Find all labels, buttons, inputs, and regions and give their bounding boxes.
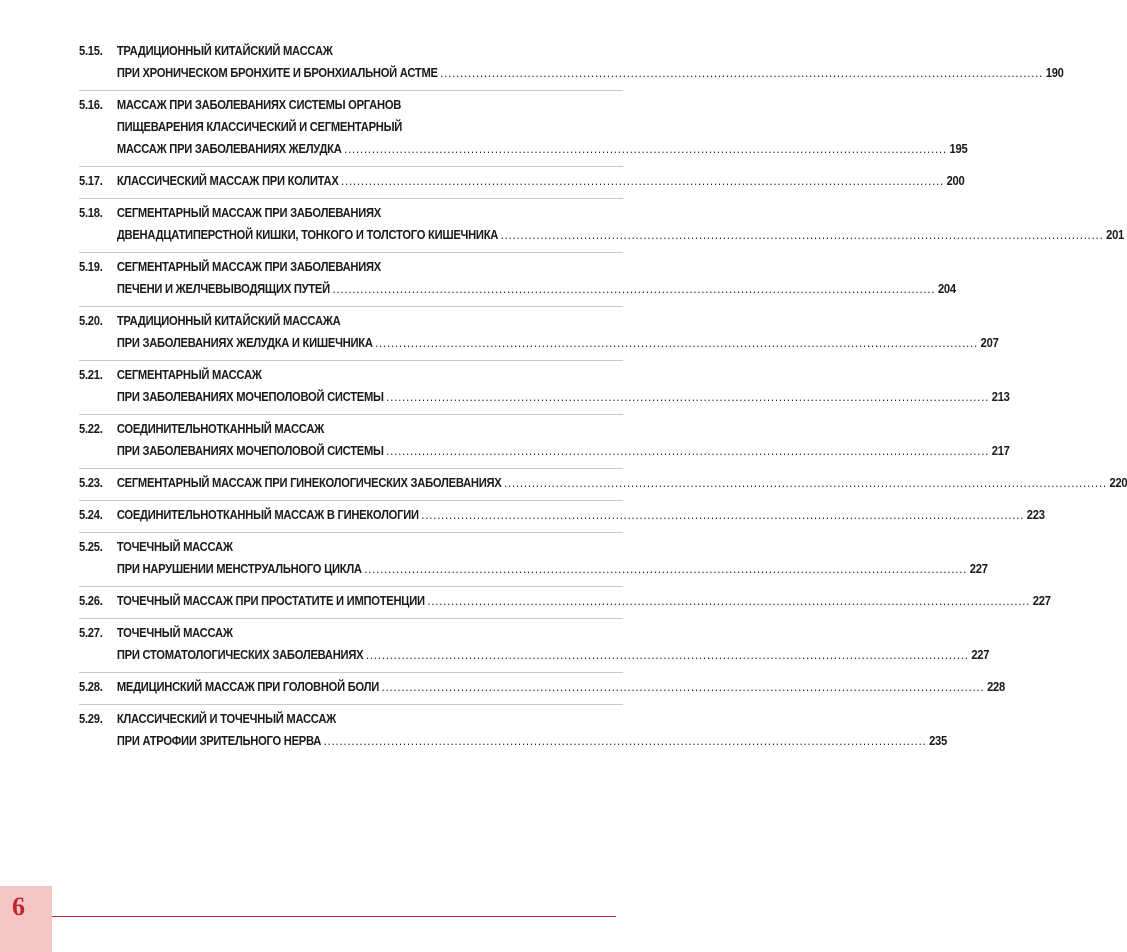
toc-entry[interactable] bbox=[79, 198, 1125, 252]
toc-entry[interactable] bbox=[79, 36, 1064, 90]
toc-entry-line bbox=[79, 278, 956, 300]
toc-entry-number: 5.24. bbox=[79, 507, 103, 522]
toc-entry-page: 190 bbox=[1045, 65, 1064, 80]
toc-entry-line bbox=[79, 644, 990, 666]
dot-leader bbox=[324, 730, 927, 752]
dot-leader bbox=[364, 558, 967, 580]
toc-entry-title: МАССАЖ ПРИ ЗАБОЛЕВАНИЯХ СИСТЕМЫ ОРГАНОВ bbox=[116, 97, 402, 112]
toc-entry-title: ПИЩЕВАРЕНИЯ КЛАССИЧЕСКИЙ И СЕГМЕНТАРНЫЙ bbox=[116, 119, 403, 134]
dot-leader bbox=[440, 62, 1043, 84]
toc-entry-page: 201 bbox=[1106, 227, 1125, 242]
dot-leader bbox=[421, 504, 1024, 526]
dot-leader bbox=[375, 332, 978, 354]
toc-entry-title: ПЕЧЕНИ И ЖЕЛЧЕВЫВОДЯЩИХ ПУТЕЙ bbox=[116, 281, 330, 296]
toc-entry-line bbox=[79, 730, 947, 752]
toc-entry-line bbox=[79, 472, 1127, 494]
toc-entry-number: 5.22. bbox=[79, 421, 103, 436]
toc-entry-title: СЕГМЕНТАРНЫЙ МАССАЖ ПРИ ГИНЕКОЛОГИЧЕСКИХ ЗАБОЛЕВАНИЯХ bbox=[116, 475, 502, 490]
toc-entry-number: 5.21. bbox=[79, 367, 103, 382]
toc-entry-title: КЛАССИЧЕСКИЙ И ТОЧЕЧНЫЙ МАССАЖ bbox=[116, 711, 337, 726]
toc-entry-line bbox=[79, 440, 1010, 462]
dot-leader bbox=[366, 644, 969, 666]
toc-entry-number: 5.28. bbox=[79, 679, 103, 694]
toc-entry-page: 195 bbox=[949, 141, 968, 156]
toc-entry-line bbox=[79, 622, 622, 644]
toc-entry-line bbox=[79, 170, 965, 192]
toc-entry[interactable] bbox=[79, 468, 1127, 500]
toc-entry-number: 5.15. bbox=[79, 43, 103, 58]
dot-leader bbox=[344, 138, 947, 160]
footer-rule bbox=[52, 916, 616, 917]
toc-entry-title: ПРИ СТОМАТОЛОГИЧЕСКИХ ЗАБОЛЕВАНИЯХ bbox=[116, 647, 364, 662]
toc-entry[interactable] bbox=[79, 360, 1010, 414]
toc-entry-title: ТОЧЕЧНЫЙ МАССАЖ bbox=[116, 625, 233, 640]
toc-entry[interactable] bbox=[79, 166, 965, 198]
toc-entry-line bbox=[79, 708, 622, 730]
toc-entry-line bbox=[79, 386, 1010, 408]
toc-entry-page: 213 bbox=[991, 389, 1010, 404]
toc-entry-line bbox=[79, 504, 1045, 526]
toc-entry-number: 5.17. bbox=[79, 173, 103, 188]
dot-leader bbox=[386, 386, 989, 408]
toc-entry[interactable] bbox=[79, 618, 990, 672]
toc-entry-title: ТОЧЕЧНЫЙ МАССАЖ ПРИ ПРОСТАТИТЕ И ИМПОТЕНЦИИ bbox=[116, 593, 425, 608]
toc-entry-line bbox=[79, 676, 1005, 698]
toc-entry[interactable] bbox=[79, 414, 1010, 468]
toc-entry-title: ПРИ АТРОФИИ ЗРИТЕЛЬНОГО НЕРВА bbox=[116, 733, 322, 748]
toc-entry-title: ТОЧЕЧНЫЙ МАССАЖ bbox=[116, 539, 233, 554]
toc-entry-number: 5.25. bbox=[79, 539, 103, 554]
toc-entry-line bbox=[79, 536, 622, 558]
toc-entry[interactable] bbox=[79, 90, 968, 166]
toc-entry-title: ДВЕНАДЦАТИПЕРСТНОЙ КИШКИ, ТОНКОГО И ТОЛСТОГО КИШЕЧНИКА bbox=[116, 227, 499, 242]
toc-entry-page: 207 bbox=[980, 335, 999, 350]
toc-entry-title: СЕГМЕНТАРНЫЙ МАССАЖ bbox=[116, 367, 262, 382]
dot-leader bbox=[386, 440, 989, 462]
dot-leader bbox=[504, 472, 1107, 494]
dot-leader bbox=[501, 224, 1104, 246]
toc-entry-line bbox=[79, 40, 622, 62]
page-number-tab bbox=[0, 886, 52, 952]
toc-entry-title: ПРИ ХРОНИЧЕСКОМ БРОНХИТЕ И БРОНХИАЛЬНОЙ АСТМЕ bbox=[116, 65, 438, 80]
toc-entry-line bbox=[79, 138, 968, 160]
toc-entry-line bbox=[79, 332, 999, 354]
toc-entry-number: 5.16. bbox=[79, 97, 103, 112]
toc-entry-title: ТРАДИЦИОННЫЙ КИТАЙСКИЙ МАССАЖ bbox=[116, 43, 333, 58]
toc-entry-line bbox=[79, 62, 1064, 84]
toc-entry-title: ПРИ ЗАБОЛЕВАНИЯХ ЖЕЛУДКА И КИШЕЧНИКА bbox=[116, 335, 373, 350]
dot-leader bbox=[341, 170, 944, 192]
toc-entry-page: 204 bbox=[937, 281, 956, 296]
toc-entry[interactable] bbox=[79, 672, 1005, 704]
toc-entry-number: 5.18. bbox=[79, 205, 103, 220]
toc-entry-title: ПРИ ЗАБОЛЕВАНИЯХ МОЧЕПОЛОВОЙ СИСТЕМЫ bbox=[116, 443, 384, 458]
toc-entry-number: 5.19. bbox=[79, 259, 103, 274]
toc-entry[interactable] bbox=[79, 500, 1045, 532]
toc-entry-line bbox=[79, 256, 622, 278]
toc-entry-title: ПРИ НАРУШЕНИИ МЕНСТРУАЛЬНОГО ЦИКЛА bbox=[116, 561, 362, 576]
toc-entry[interactable] bbox=[79, 252, 956, 306]
toc-entry-title: ТРАДИЦИОННЫЙ КИТАЙСКИЙ МАССАЖА bbox=[116, 313, 341, 328]
toc-entry-title: ПРИ ЗАБОЛЕВАНИЯХ МОЧЕПОЛОВОЙ СИСТЕМЫ bbox=[116, 389, 384, 404]
toc-entry-number: 5.27. bbox=[79, 625, 103, 640]
toc-entry-line bbox=[79, 224, 1125, 246]
toc-entry-line bbox=[79, 558, 988, 580]
toc-entry-title: СЕГМЕНТАРНЫЙ МАССАЖ ПРИ ЗАБОЛЕВАНИЯХ bbox=[116, 205, 382, 220]
toc-entry-number: 5.29. bbox=[79, 711, 103, 726]
toc-entry-page: 220 bbox=[1109, 475, 1127, 490]
toc-entry-line bbox=[79, 116, 660, 138]
dot-leader bbox=[427, 590, 1030, 612]
toc-entry-page: 227 bbox=[971, 647, 990, 662]
toc-entry-title: СОЕДИНИТЕЛЬНОТКАННЫЙ МАССАЖ bbox=[116, 421, 324, 436]
toc-entry-title: СЕГМЕНТАРНЫЙ МАССАЖ ПРИ ЗАБОЛЕВАНИЯХ bbox=[116, 259, 382, 274]
toc-entry[interactable] bbox=[79, 532, 988, 586]
toc-entry-title: КЛАССИЧЕСКИЙ МАССАЖ ПРИ КОЛИТАХ bbox=[116, 173, 339, 188]
toc-entry-line bbox=[79, 364, 622, 386]
toc-entry-number: 5.20. bbox=[79, 313, 103, 328]
toc-entry[interactable] bbox=[79, 704, 947, 758]
toc-entry-line bbox=[79, 590, 1051, 612]
toc-entry-line bbox=[79, 310, 622, 332]
dot-leader bbox=[332, 278, 935, 300]
toc-entry[interactable] bbox=[79, 306, 999, 360]
toc-entry-line bbox=[79, 418, 622, 440]
table-of-contents bbox=[79, 36, 1127, 758]
toc-entry-title: МЕДИЦИНСКИЙ МАССАЖ ПРИ ГОЛОВНОЙ БОЛИ bbox=[116, 679, 380, 694]
toc-entry-page: 228 bbox=[987, 679, 1005, 694]
toc-entry-page: 227 bbox=[1032, 593, 1051, 608]
toc-entry-line bbox=[79, 202, 622, 224]
toc-entry-page: 223 bbox=[1026, 507, 1045, 522]
toc-entry-title: МАССАЖ ПРИ ЗАБОЛЕВАНИЯХ ЖЕЛУДКА bbox=[116, 141, 342, 156]
page-number: 6 bbox=[12, 892, 25, 921]
toc-entry-page: 235 bbox=[929, 733, 947, 748]
toc-entry-page: 217 bbox=[991, 443, 1010, 458]
toc-entry-number: 5.26. bbox=[79, 593, 103, 608]
toc-entry[interactable] bbox=[79, 586, 1051, 618]
toc-entry-line bbox=[79, 94, 622, 116]
dot-leader bbox=[382, 676, 985, 698]
toc-entry-page: 200 bbox=[946, 173, 965, 188]
toc-entry-title: СОЕДИНИТЕЛЬНОТКАННЫЙ МАССАЖ В ГИНЕКОЛОГИИ bbox=[116, 507, 419, 522]
toc-entry-page: 227 bbox=[969, 561, 988, 576]
toc-entry-number: 5.23. bbox=[79, 475, 103, 490]
